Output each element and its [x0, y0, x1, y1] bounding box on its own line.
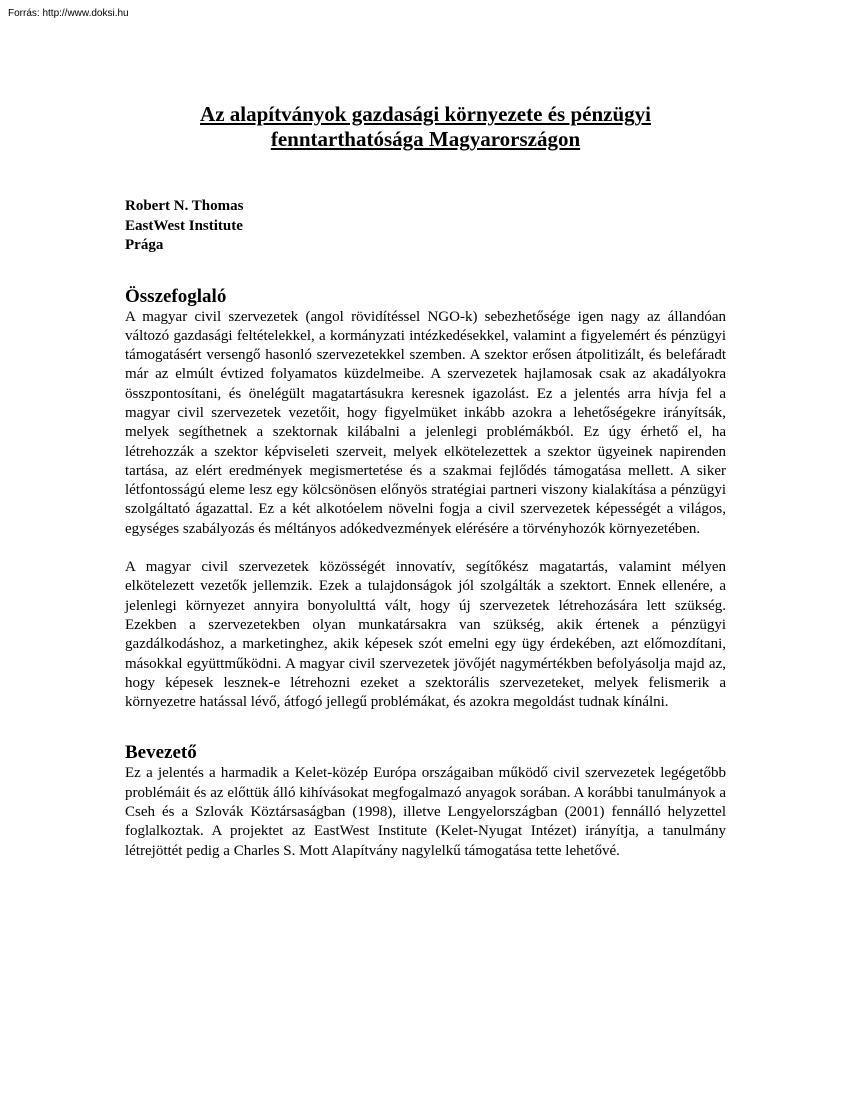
summary-paragraph-1: A magyar civil szervezetek (angol rövidítéssel NGO-k) sebezhetősége igen nagy az állandóan változó gazdasági feltételekkel, a kormányzati intézkedésekkel, valamint a figyelemért és pénzügyi támogatásért versengő hasonló szervezetekkel szemben. A szektor erősen átpolitizált, és belefáradt már az elmúlt évtized folyamatos küzdelmeibe. A szervezetek hajlamosak csak az akadályokra összpontosítani, és önelégült magatartásukra keresnek igazolást. Ez a jelentés arra hívja fel a magyar civil szervezetek vezetőit, hogy figyelmüket inkább azokra a lehetőségekre irányítsák, melyek segíthetnek a szektornak kilábalni a jelenlegi problémákból. Ez úgy érhető el, ha létrehozzák a szektor képviseleti szerveit, melyek elkötelezettek a szektor ügyeinek napirenden tartása, az elért eredmények megismertetése és a szakmai fejlődés támogatása mellett. A siker létfontosságú eleme lesz egy kölcsönösen előnyös stratégiai partneri viszony kialakítása a pénzügyi szolgáltató ágazattal. Ez a két alkotóelem növelni fogja a civil szervezetek képességét a világos, egységes szabályozás és méltányos adókedvezmények elérésére a törvényhozók környezetében. — [125, 308, 726, 537]
summary-paragraph-2: A magyar civil szervezetek közösségét innovatív, segítőkész magatartás, valamint mélyen elkötelezett vezetők jellemzik. Ezek a tulajdonságok jól szolgálták a szektort. Ennek ellenére, a jelenlegi környezet annyira bonyolulttá vált, hogy új szervezetek létrehozására lett szükség. Ezekben a szervezetekben olyan munkatársakra van szükség, akik értenek a pénzügyi gazdálkodáshoz, a marketinghez, akik képesek szót emelni egy ügy érdekében, azt előmozdítani, másokkal együttműködni. A magyar civil szervezetek jövőjét nagymértékben befolyásolja majd az, hogy képesek lesznek-e létrehozni ezeket a szektorális szervezeteket, melyek felismerik a környezetre hatással lévő, átfogó jellegű problémákat, és azokra megoldást tudnak kínálni. — [125, 559, 726, 711]
author-institution: EastWest Institute — [125, 217, 243, 234]
title-line-1: Az alapítványok gazdasági környezete és pénzügyi — [200, 102, 651, 126]
source-label: Forrás: http://www.doksi.hu — [8, 8, 129, 19]
title-line-2: fenntarthatósága Magyarországon — [270, 127, 581, 151]
summary-heading: Összefoglaló — [125, 285, 227, 307]
author-name: Robert N. Thomas — [125, 198, 244, 214]
author-city: Prága — [125, 237, 164, 253]
document-page — [125, 102, 726, 861]
introduction-heading: Bevezető — [125, 742, 197, 764]
introduction-paragraph-1: Ez a jelentés a harmadik a Kelet-közép Európa országaiban működő civil szervezetek legégetőbb problémáit és az előttük álló kihívásokat megfogalmazó anyagok sorában. A korábbi tanulmányok a Cseh és a Szlovák Köztársaságban (1998), illetve Lengyelországban (2001) fennálló helyzettel foglalkoztak. A projektet az EastWest Institute (Kelet-Nyugat Intézet) irányítja, a tanulmány létrejöttét pedig a Charles S. Mott Alapítvány nagylelkű támogatása tette lehetővé. — [125, 765, 726, 859]
document-title — [125, 102, 726, 152]
author-block — [125, 197, 726, 256]
